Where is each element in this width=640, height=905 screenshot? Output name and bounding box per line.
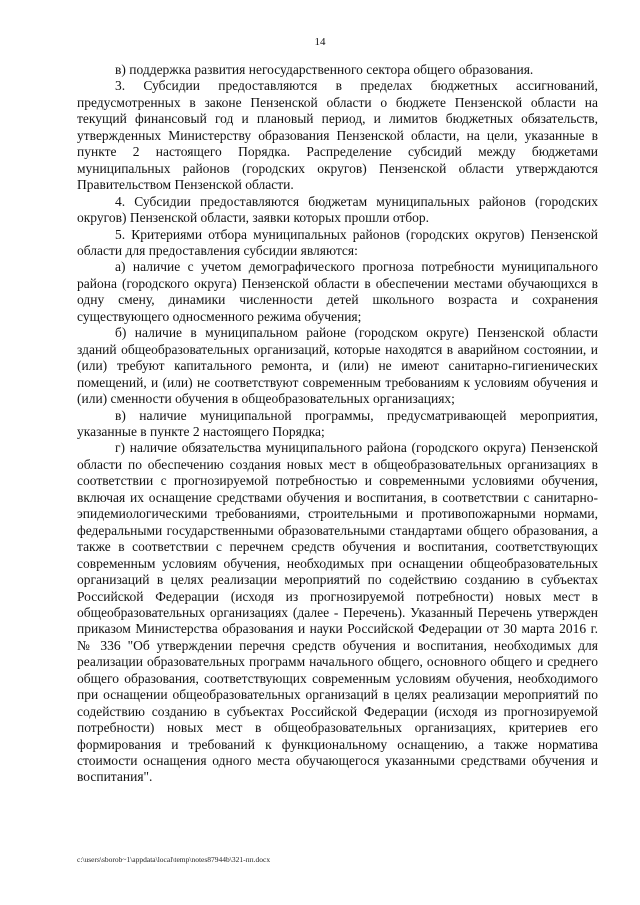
paragraph-5-selection-criteria: 5. Критериями отбора муниципальных районов (городских округов) Пензенской области для предоставления субсидии являются: [77, 226, 598, 258]
document-body [77, 62, 598, 786]
paragraph-2v-support: в) поддержка развития негосударственного сектора общего образования. [115, 62, 534, 77]
criterion-v: в) наличие муниципальной программы, предусматривающей мероприятия, указанные в пункте 2 настоящего Порядка; [77, 407, 598, 439]
criterion-g: г) наличие обязательства муниципального района (городского округа) Пензенской области по обеспечению создания новых мест в общеобразовательных организациях в соответствии с прогнозируемой потребностью и современными условиями обучения, включая их оснащение средствами обучения и воспитания, в соответствии с санитарно-эпидемиологическими требованиями, строительными и противопожарными нормами, федеральными государственными образовательными стандартами общего образования, а также в соответствии с перечнем средств обучения и воспитания, соответствующих современным условиям обучения, необходимых при оснащении общеобразовательных организаций в целях реализации мероприятий по содействию созданию в субъектах Российской Федерации (исходя из прогнозируемой потребности) новых мест в общеобразовательных организациях (далее - Перечень). Указанный Перечень утвержден приказом Министерства образования и науки Российской Федерации от 30 марта 2016 г. № 336 "Об утверждении перечня средств обучения и воспитания, необходимых для реализации образовательных программ начального общего, основного общего и среднего общего образования, соответствующих современным условиям обучения, необходимого при оснащении общеобразовательных организаций в целях реализации мероприятий по содействию созданию в субъектах Российской Федерации (исходя из прогнозируемой потребности) новых мест в общеобразовательных организациях, критериев его формирования и требований к функциональному оснащению, а также норматива стоимости оснащения одного места обучающегося указанными средствами обучения и воспитания". [77, 440, 598, 785]
page-number: 14 [314, 36, 326, 48]
criterion-a: а) наличие с учетом демографического прогноза потребности муниципального района (городского округа) Пензенской области в обеспечении местами обучающихся в одну смену, динамики численности детей школьного возраста и сохранения существующего односменного режима обучения; [77, 259, 598, 324]
footer-file-path: c:\users\sborob~1\appdata\local\temp\notes87944b\321-пп.docx [77, 855, 271, 864]
paragraph-3-subsidies-limits: 3. Субсидии предоставляются в пределах бюджетных ассигнований, предусмотренных в законе Пензенской области о бюджете Пензенской области на текущий финансовый год и плановый период, и лимитов бюджетных обязательств, утвержденных Министерству образования Пензенской области, на цели, указанные в пункте 2 настоящего Порядка. Распределение субсидий между бюджетами муниципальных районов (городских округов) Пензенской области утверждаются Правительством Пензенской области. [77, 78, 598, 193]
criterion-b: б) наличие в муниципальном районе (городском округе) Пензенской области зданий общеобразовательных организаций, которые находятся в аварийном состоянии, и (или) требуют капитального ремонта, и (или) не имеют санитарно-гигиенических помещений, и (или) не соответствуют современным требованиям к условиям обучения и (или) сменности обучения в общеобразовательных организациях; [77, 325, 598, 407]
paragraph-4-subsidies-recipients: 4. Субсидии предоставляются бюджетам муниципальных районов (городских округов) Пензенской области, заявки которых прошли отбор. [77, 193, 598, 226]
